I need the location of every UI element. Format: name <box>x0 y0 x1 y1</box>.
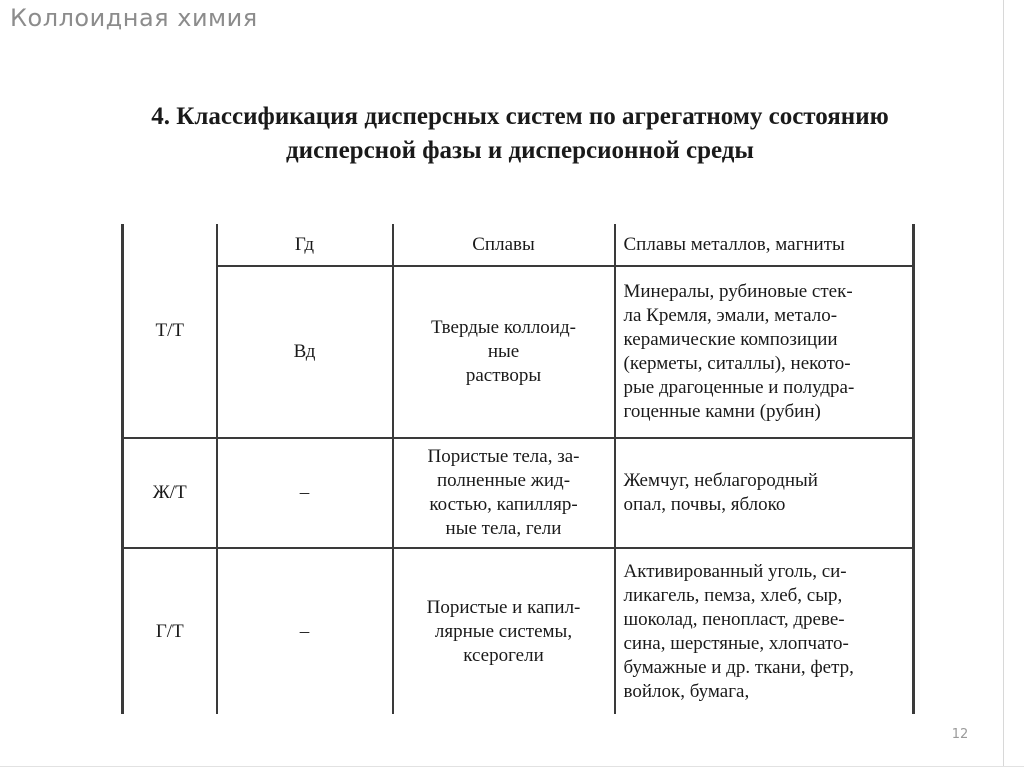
system-name-cell <box>393 224 615 266</box>
slide-right-border <box>1003 0 1004 767</box>
table-row <box>123 438 914 548</box>
system-name-cell <box>393 266 615 438</box>
cell-line: бумажные и др. ткани, фетр, <box>623 656 854 678</box>
system-name-cell <box>393 548 615 714</box>
cell-line: ные <box>487 341 520 362</box>
cell-line: рые драгоценные и полудра- <box>623 377 855 398</box>
table-row <box>123 224 914 266</box>
examples-cell <box>615 438 914 548</box>
cell-line: гоценные камни (рубин) <box>623 401 821 422</box>
cell-line: Пористые тела, за- <box>427 446 580 467</box>
cell-line: ные тела, гели <box>445 518 562 539</box>
examples-cell <box>615 266 914 438</box>
slide-header: Коллоидная химия <box>10 4 258 32</box>
phase-type-cell: Гд <box>217 224 393 266</box>
cell-line: Пористые и капил- <box>426 596 581 618</box>
cell-line: полненные жид- <box>436 470 571 491</box>
cell-line: ла Кремля, эмали, метало- <box>623 305 838 326</box>
cell-line: Сплавы <box>472 233 535 255</box>
table-row <box>123 548 914 714</box>
cell-line: войлок, бумага, <box>623 680 750 702</box>
system-name-cell <box>393 438 615 548</box>
state-cell: Т/Т <box>123 224 217 438</box>
cell-line: лярные системы, <box>434 620 573 642</box>
phase-type-cell: Вд <box>217 266 393 438</box>
slide-title <box>60 100 980 168</box>
page-number: 12 <box>951 727 969 742</box>
title-line: 4. Классификация дисперсных систем по агрегатному состоянию <box>151 103 889 130</box>
cell-line: растворы <box>465 365 542 386</box>
phase-type-cell: – <box>217 548 393 714</box>
cell-line: Минералы, рубиновые стек- <box>623 281 853 302</box>
examples-cell <box>615 548 914 714</box>
cell-line: керамические композиции <box>623 329 838 350</box>
cell-line: Твердые коллоид- <box>431 317 576 338</box>
cell-line: шоколад, пенопласт, древе- <box>623 608 845 630</box>
state-cell: Ж/Т <box>123 438 217 548</box>
cell-line: ксерогели <box>463 644 544 666</box>
state-cell: Г/Т <box>123 548 217 714</box>
phase-type-cell: – <box>217 438 393 548</box>
examples-cell <box>615 224 914 266</box>
title-line: дисперсной фазы и дисперсионной среды <box>286 137 754 164</box>
cell-line: Жемчуг, неблагородный <box>623 470 818 491</box>
cell-line: костью, капилляр- <box>429 494 578 515</box>
cell-line: опал, почвы, яблоко <box>623 494 786 515</box>
classification-table <box>121 224 915 714</box>
cell-line: Сплавы металлов, магниты <box>623 233 845 255</box>
cell-line: ликагель, пемза, хлеб, сыр, <box>623 584 843 606</box>
cell-line: (керметы, ситаллы), некото- <box>623 353 851 374</box>
table-row <box>123 266 914 438</box>
cell-line: сина, шерстяные, хлопчато- <box>623 632 849 654</box>
cell-line: Активированный уголь, си- <box>623 560 847 582</box>
